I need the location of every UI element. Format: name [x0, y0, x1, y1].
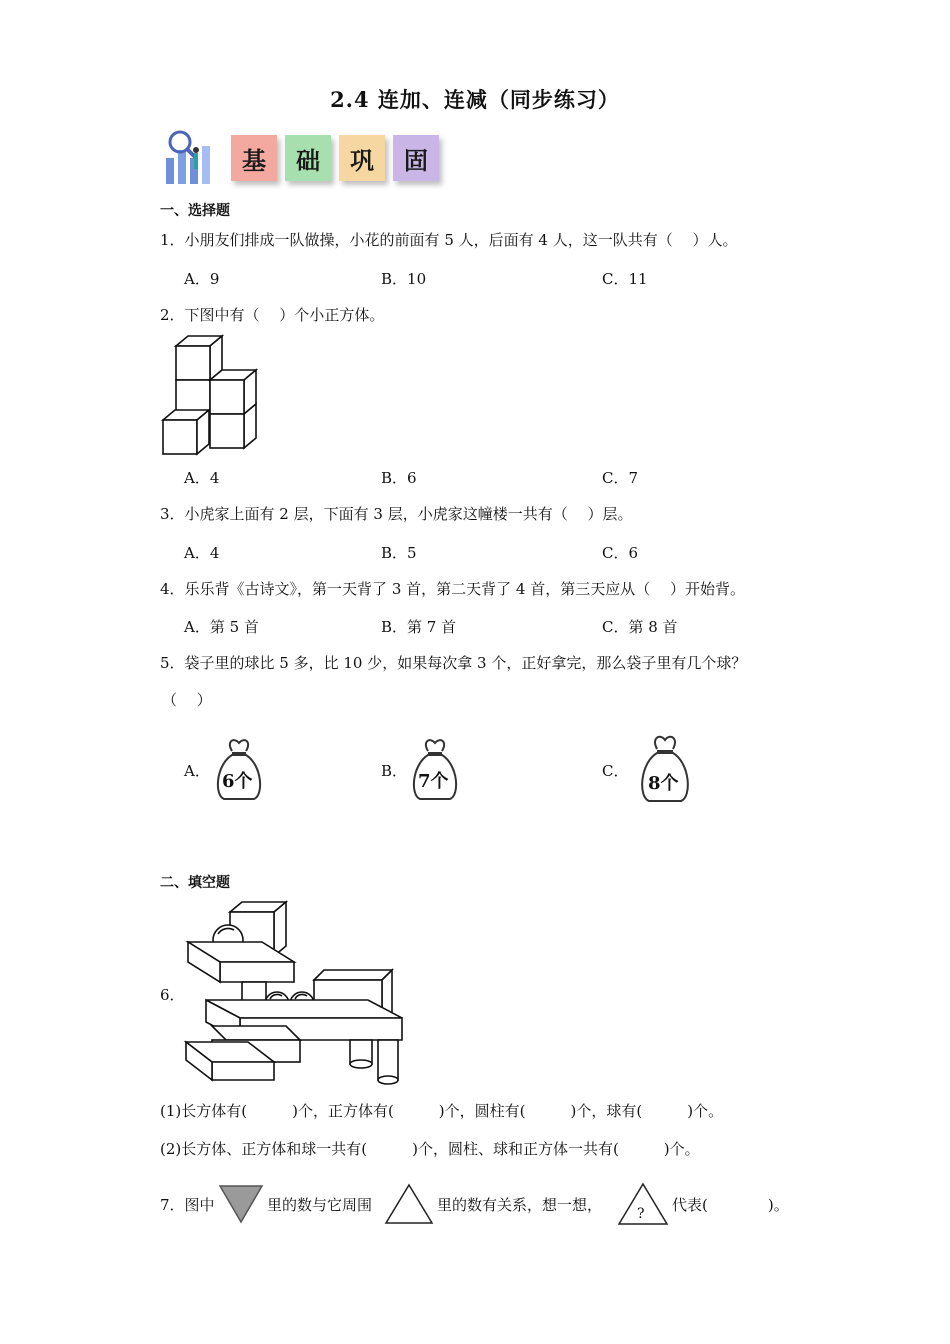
q3-option-c[interactable]: C．6 [602, 544, 639, 562]
q7-middle-1: 里的数与它周围 [267, 1196, 373, 1214]
question-5: 5．袋子里的球比 5 多，比 10 少，如果每次拿 3 个，正好拿完，那么袋子里有几个球？ [160, 654, 747, 672]
bag-icon-b [408, 737, 462, 801]
q7-label: 7．图中 [160, 1196, 215, 1214]
q2-option-a[interactable]: A．4 [184, 469, 220, 487]
banner-tile-4: 固 [393, 135, 439, 181]
q7-middle-2: 里的数有关系，想一想， [437, 1196, 603, 1214]
solids-figure [182, 900, 412, 1085]
q7-end: 代表( )。 [672, 1196, 789, 1214]
q1-option-b[interactable]: B．10 [381, 270, 427, 288]
q5-option-a[interactable]: A． [184, 762, 210, 780]
banner-tile-2: 础 [285, 135, 331, 181]
bag-label-c: 8个 [648, 773, 679, 794]
q4-option-b[interactable]: B．第 7 首 [381, 618, 457, 636]
bag-label-b: 7个 [418, 771, 449, 792]
q1-option-c[interactable]: C．11 [602, 270, 648, 288]
q2-option-b[interactable]: B．6 [381, 469, 417, 487]
gray-down-triangle-icon [218, 1184, 264, 1224]
question-4: 4．乐乐背《古诗文》，第一天背了 3 首，第二天背了 4 首，第三天应从（ ）开始背。 [160, 580, 745, 598]
q4-option-a[interactable]: A．第 5 首 [184, 618, 259, 636]
banner-tile-3: 巩 [339, 135, 385, 181]
page-title: 2.4 连加、连减（同步练习） [330, 87, 620, 112]
cubes-figure [162, 336, 262, 456]
q5-option-c[interactable]: C． [602, 762, 629, 780]
q5-blank: （ ） [162, 691, 212, 709]
q5-option-b[interactable]: B． [381, 762, 408, 780]
section-heading-choice: 一、选择题 [160, 203, 230, 219]
question-6-label: 6． [160, 986, 185, 1004]
question-2: 2．下图中有（ ）个小正方体。 [160, 306, 385, 324]
q6-line-2: (2)长方体、正方体和球一共有( )个，圆柱、球和正方体一共有( )个。 [160, 1140, 700, 1158]
q1-option-a[interactable]: A．9 [184, 270, 220, 288]
q6-line-1: (1)长方体有( )个，正方体有( )个，圆柱有( )个，球有( )个。 [160, 1102, 724, 1120]
bag-label-a: 6个 [222, 771, 253, 792]
section-heading-fill: 二、填空题 [160, 875, 230, 891]
q3-option-a[interactable]: A．4 [184, 544, 220, 562]
bag-icon-c [636, 733, 694, 803]
q7-question-mark: ? [637, 1206, 645, 1222]
question-3: 3．小虎家上面有 2 层，下面有 3 层，小虎家这幢楼一共有（ ）层。 [160, 505, 633, 523]
banner-tile-1: 基 [231, 135, 277, 181]
magnifier-icon [160, 128, 220, 188]
q2-option-c[interactable]: C．7 [602, 469, 639, 487]
q3-option-b[interactable]: B．5 [381, 544, 417, 562]
up-triangle-icon [384, 1183, 434, 1225]
q4-option-c[interactable]: C．第 8 首 [602, 618, 678, 636]
bag-icon-a [212, 737, 266, 801]
question-1: 1．小朋友们排成一队做操，小花的前面有 5 人，后面有 4 人，这一队共有（ ）人。 [160, 231, 738, 249]
